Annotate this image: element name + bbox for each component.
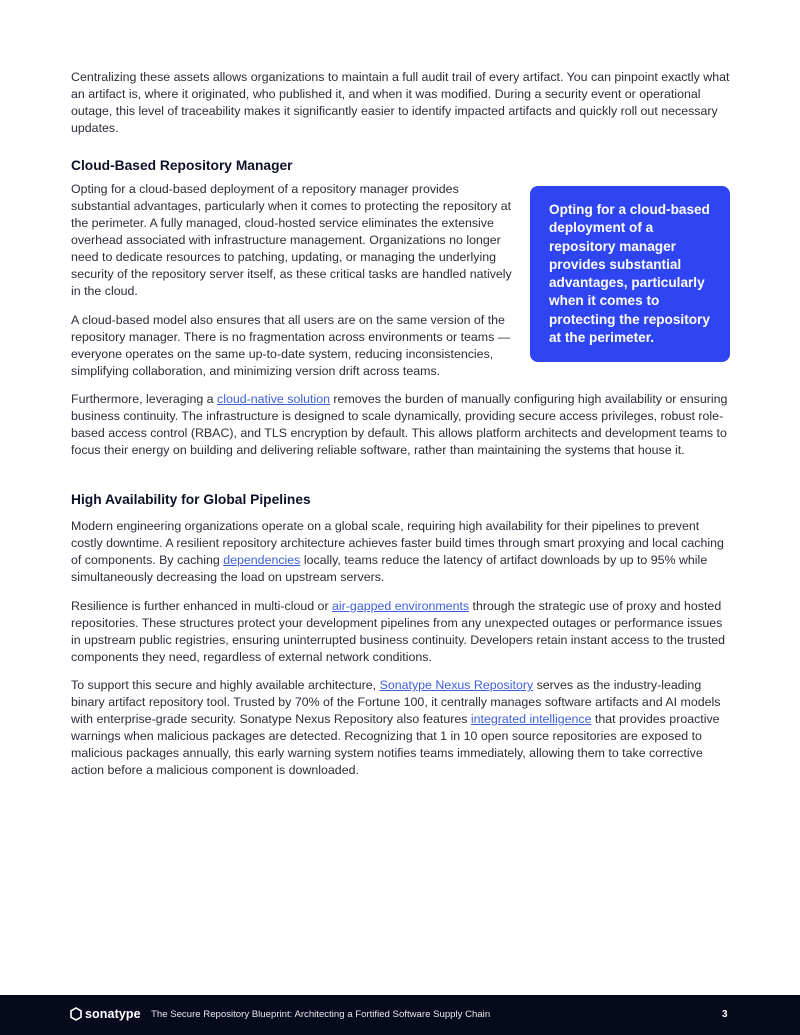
sonatype-nexus-repository-link[interactable]: Sonatype Nexus Repository <box>379 678 534 692</box>
ha-paragraph-3 <box>71 677 731 779</box>
intro-paragraph: Centralizing these assets allows organizations to maintain a full audit trail of every artifact. You can pinpoint exactly what an artifact is, where it originated, who published it, and when it was modified. During a security event or operational outage, this level of traceability makes it significantly easier to identify impacted artifacts and quickly roll out necessary updates. <box>71 70 730 135</box>
page-footer <box>0 995 800 1035</box>
hexagon-icon <box>70 1007 82 1021</box>
cloud-section-text-column <box>71 181 516 380</box>
cloud-p3-text-start: Furthermore, leveraging a <box>71 392 218 406</box>
ha-p3-text-mid: serves as the industry-leading binary artifact repository tool. Trusted by 70% of the Fortune 100, it centrally manages software artifacts and AI models with enterprise-grade security. Sonatype Nexus Repository also features <box>71 678 721 726</box>
ha-p1-text-end: locally, teams reduce the latency of artifact downloads by up to 95% while simultaneously decreasing the load on upstream servers. <box>71 553 708 584</box>
document-title: The Secure Repository Blueprint: Architecting a Fortified Software Supply Chain <box>151 1009 491 1020</box>
ha-section-heading: High Availability for Global Pipelines <box>71 492 311 507</box>
page-number: 3 <box>722 1009 728 1020</box>
cloud-paragraph-1: Opting for a cloud-based deployment of a repository manager provides substantial advantages, particularly when it comes to protecting the repository at the perimeter. A fully managed, cloud-hosted service eliminates the extensive overhead associated with infrastructure management. Organizations no longer need to dedicate resources to patching, updating, or managing the underlying security of the repository server itself, as these critical tasks are handled natively in the cloud. <box>71 182 512 298</box>
pull-quote-callout: Opting for a cloud-based deployment of a repository manager provides substantial advantages, particularly when it comes to protecting the repository at the perimeter. <box>530 186 730 362</box>
cloud-paragraph-2: A cloud-based model also ensures that all users are on the same version of the repository manager. There is no fragmentation across environments or teams — everyone operates on the same up-to-date system, reducing inconsistencies, simplifying collaboration, and minimizing version drift across teams. <box>71 312 511 378</box>
cloud-paragraph-3 <box>71 391 731 459</box>
cloud-native-solution-link[interactable]: cloud-native solution <box>217 392 330 406</box>
air-gapped-environments-link[interactable]: air-gapped environments <box>332 598 470 613</box>
dependencies-link[interactable]: dependencies <box>223 553 301 567</box>
sonatype-logo <box>70 1007 141 1021</box>
cloud-section-heading: Cloud-Based Repository Manager <box>71 158 293 173</box>
ha-p3-text-start: To support this secure and highly available architecture, <box>71 678 380 692</box>
ha-p1-text-start: Modern engineering organizations operate on a global scale, requiring high availability for their pipelines to prevent costly downtime. A resilient repository architecture achieves faster build times through smart proxying and local caching of components. By caching <box>71 519 724 567</box>
ha-paragraph-1 <box>71 518 731 586</box>
ha-p2-text-start: Resilience is further enhanced in multi-cloud or <box>71 598 333 613</box>
ha-paragraph-2 <box>71 598 731 666</box>
integrated-intelligence-link[interactable]: integrated intelligence <box>470 712 592 726</box>
cloud-section-body <box>71 181 731 380</box>
logo-wordmark: sonatype <box>85 1007 141 1021</box>
ha-p2-text-end: through the strategic use of proxy and hosted repositories. These structures protect your development pipelines from any unexpected outages or performance issues in upstream public registries, ensuring uninterrupted business continuity. Developers retain instant access to the trusted components they need, regardless of external network conditions. <box>71 598 726 664</box>
page-content <box>71 69 731 791</box>
cloud-p3-text-end: removes the burden of manually configuring high availability or ensuring business continuity. The infrastructure is designed to scale dynamically, providing secure access privileges, robust role-based access control (RBAC), and TLS encryption by default. This allows platform architects and development teams to focus their energy on building and delivering reliable software, rather than maintaining the systems that house it. <box>71 392 728 457</box>
ha-p3-text-end: that provides proactive warnings when malicious packages are detected. Recognizing that 1 in 10 open source repositories are exposed to malicious packages annually, this early warning system notifies teams immediately, allowing them to take corrective action before a malicious component is downloaded. <box>71 712 720 777</box>
